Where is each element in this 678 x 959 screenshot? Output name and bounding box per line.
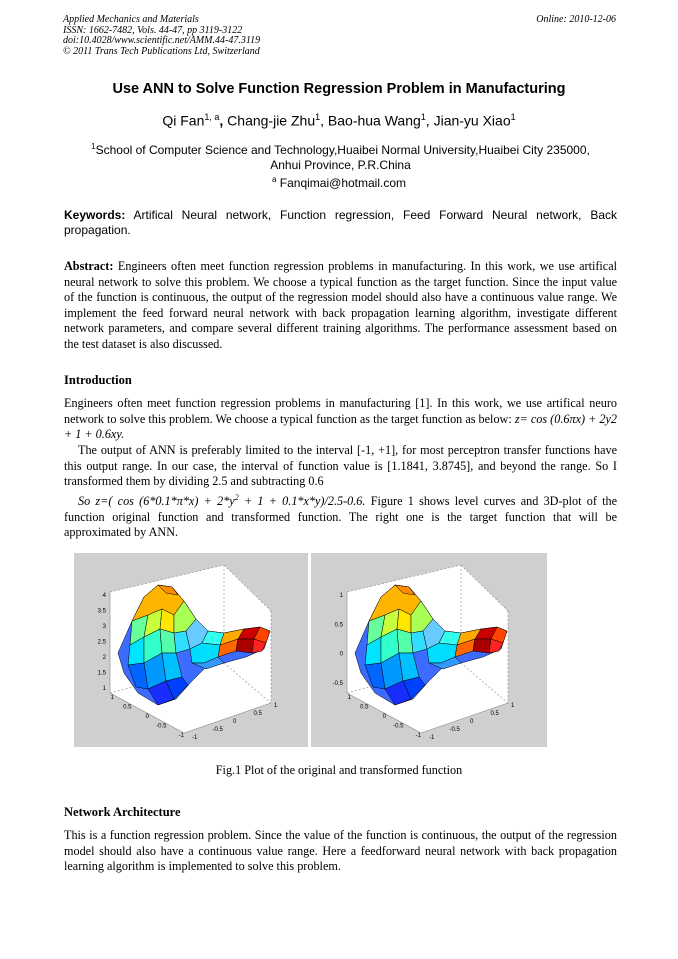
abstract-text: Engineers often meet function regression problems in manufacturing. In this work, we use artifical neural network to solve this problem. We choose a typical function as the target function. Since the input value of the function is continuous, the output of the regression model should also have a continuous value range. We implement the feed forward neural network with back propagation learning algorithm, investigate different network parameters, and compare several different training algorithms. The performance assessment based on the test dataset is also discussed. [64,259,617,351]
keywords-text: Artifical Neural network, Function regression, Feed Forward Neural network, Back propagation. [64,208,617,237]
x-tick-label: 1 [274,703,278,709]
z-tick-label: 0.5 [334,622,343,629]
z-tick-label: 3 [102,624,106,630]
figure-right-plot [311,553,547,747]
formula-part: + 1 + 0.1*x*y)/2.5-0.6. [238,494,366,509]
network-heading: Network Architecture [64,805,181,819]
journal-copyright: © 2011 Trans Tech Publications Ltd, Switzerland [63,45,260,57]
keywords-label: Keywords: [64,208,126,222]
intro-paragraph-1 [64,396,617,443]
x-tick-label: 0 [233,719,237,725]
x-tick-label: 1 [511,703,515,709]
abstract-label: Abstract: [64,259,114,273]
journal-issn: ISSN: 1662-7482, Vols. 44-47, pp 3119-3122 [63,24,243,36]
intro-heading: Introduction [64,373,132,387]
z-tick-label: 2 [102,655,106,661]
email-text: Fanqimai@hotmail.com [279,176,407,190]
z-tick-label: -0.5 [332,681,343,687]
y-tick-label: -0.5 [393,723,404,730]
intro-paragraph-3 [64,490,617,541]
x-tick-label: 0 [470,719,474,725]
affiliation [64,139,617,173]
z-tick-label: 1.5 [97,670,106,677]
z-tick-label: 1 [339,593,343,599]
y-tick-label: 1 [110,695,114,701]
formula-sup: 2 [234,493,239,502]
author-sup: 1 [510,112,516,122]
intro-p2-text: The output of ANN is preferably limited to the interval [-1, +1], for most perceptron transfer functions have this output range. In our case, the interval of function value is [1.1841, 3.8745], and beyond the range. So I transformed them by dividing 2.5 and subtracting 0.6 [64,443,617,489]
paper-title: Use ANN to Solve Function Regression Problem in Manufacturing [112,81,566,97]
surface-plot-transformed [311,553,547,747]
author-name: Chang-jie Zhu [227,112,316,129]
online-date: Online: 2010-12-06 [536,14,616,25]
x-tick-label: -0.5 [449,727,460,733]
y-tick-label: 0 [382,714,386,720]
y-tick-label: 1 [347,695,351,701]
y-tick-label: -1 [415,733,421,739]
x-tick-label: -1 [192,735,198,741]
author-sup: 1 [315,112,321,122]
intro-paragraph-2 [64,443,617,490]
network-text: This is a function regression problem. Since the value of the function is continuous, the output of the regression model should also have a continuous value range. Here a feedforward neural network with back propagation learning algorithm is implemented to solve this problem. [64,828,617,874]
email-sup: a [271,175,277,184]
z-tick-label: 4 [102,593,106,599]
z-tick-label: 2.5 [97,639,106,646]
affiliation-line2: Anhui Province, P.R.China [270,158,411,172]
journal-doi: doi:10.4028/www.scientific.net/AMM.44-47.3119 [63,35,261,46]
intro-p3-text: Figure 1 shows level curves and 3D-plot of the function original function and transformed function. The right one is the target function that will be approximated by ANN. [64,494,617,540]
abstract [64,259,617,353]
y-tick-label: 0 [145,714,149,720]
journal-name: Applied Mechanics and Materials [63,14,199,25]
author-name: Bao-hua Wang [327,112,421,129]
y-tick-label: 0.5 [360,704,369,711]
x-tick-label: -1 [429,735,435,741]
author-email [0,175,678,190]
x-tick-label: 0.5 [253,711,262,717]
affiliation-sup: 1 [91,142,96,151]
affiliation-line1: School of Computer Science and Technology,Huaibei Normal University,Huaibei City 235000, [95,143,590,157]
y-tick-label: 0.5 [123,704,132,711]
keywords [64,208,617,238]
intro-formula: z= cos (0.6πx) + 2y2 + 1 + 0.6xy. [64,411,617,442]
surface-plot-original [74,553,308,747]
y-tick-label: -1 [178,733,184,739]
author-sup: 1 [420,112,426,122]
author-name: Jian-yu Xiao [433,112,511,129]
figure-caption: Fig.1 Plot of the original and transformed function [215,763,463,777]
network-paragraph [64,828,617,875]
author-name: Qi Fan [162,112,205,129]
x-tick-label: -0.5 [212,727,223,733]
z-tick-label: 3.5 [97,608,106,615]
formula-part: So z=( cos (6*0.1*π*x) + 2*y [78,494,235,509]
author-sup: 1, a [204,112,220,122]
z-tick-label: 1 [102,686,106,692]
y-tick-label: -0.5 [156,723,167,730]
transform-formula [78,494,365,508]
author-list: Qi Fan$^{1, a}$, Chang-jie Zhu$^1$, Bao-hua Wang$^1$, Jian-yu Xiao$^1$ [162,112,516,129]
figure-left-plot [74,553,308,747]
intro-p1-text: Engineers often meet function regression problems in manufacturing [1]. In this work, we use artifical neuro network to solve this problem. We choose a typical function as the target function as below: [64,396,617,426]
x-tick-label: 0.5 [490,711,499,717]
z-tick-label: 0 [339,651,343,658]
journal-header [63,15,616,57]
